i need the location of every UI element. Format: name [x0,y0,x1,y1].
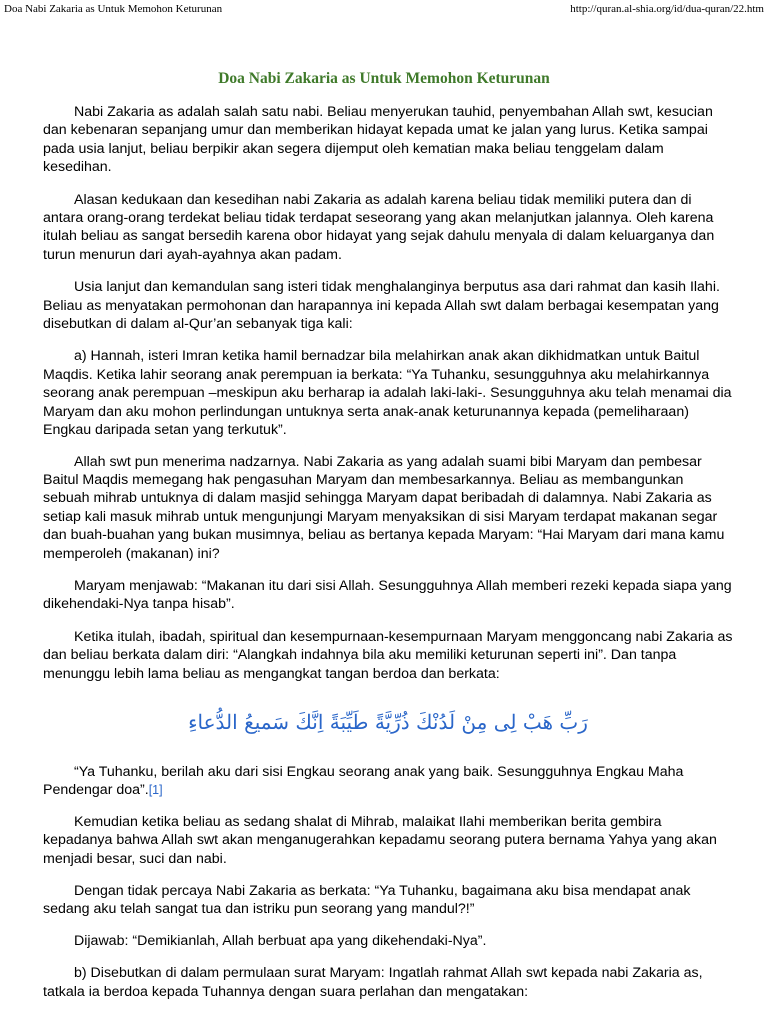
footnote-link-1[interactable]: [1] [148,783,163,798]
print-header [0,0,768,20]
paragraph-12: b) Disebutkan di dalam permulaan surat Maryam: Ingatlah rahmat Allah swt kepada nabi Zakaria as, tatkala ia berdoa kepada Tuhannya dengan suara perlahan dan mengatakan: [43,965,703,1000]
header-page-title: Doa Nabi Zakaria as Untuk Memohon Keturunan [4,3,223,15]
arabic-prayer-verse: رَبِّ هَبْ لِى مِنْ لَدُنْكَ ذُرِّيَّةً طَيِّبَةً اِنَّكَ سَميعُ الدُّعاءِ [188,709,588,734]
header-url: http://quran.al-shia.org/id/dua-quran/22.htm [570,3,764,15]
paragraph-7: Ketika itulah, ibadah, spiritual dan kesempurnaan-kesempurnaan Maryam menggoncang nabi Zakaria as dan beliau berkata dalam diri: “Alangkah indahnya bila aku memiliki keturunan seperti ini”. Dan tanpa menunggu lebih lama beliau as mengangkat tangan berdoa dan berkata: [43,628,733,682]
paragraph-10: Dengan tidak percaya Nabi Zakaria as berkata: “Ya Tuhanku, bagaimana aku bisa mendapat anak sedang aku telah sangat tua dan istriku pun seorang yang mandul?!” [43,883,691,918]
paragraph-8-text: “Ya Tuhanku, berilah aku dari sisi Engkau seorang anak yang baik. Sesungguhnya Engkau Maha Pendengar doa”. [43,763,684,799]
paragraph-6: Maryam menjawab: “Makanan itu dari sisi Allah. Sesungguhnya Allah memberi rezeki kepada siapa yang dikehendaki-Nya tanpa hisab”. [43,577,732,613]
page-title: Doa Nabi Zakaria as Untuk Memohon Keturunan [218,70,550,87]
paragraph-4: a) Hannah, isteri Imran ketika hamil bernadzar bila melahirkan anak akan dikhidmatkan untuk Baitul Maqdis. Ketika lahir seorang anak perempuan ia berkata: “Ya Tuhanku, sesungguhnya aku melahirkannya seorang anak perempuan –meskipun aku berharap ia adalah laki-laki-. Sesungguhnya aku telah menamai dia Maryam dan aku mohon perlindungan untuknya serta anak-anak keturunannya kepada (pemeliharaan) Engkau daripada setan yang terkutuk”. [43,348,732,439]
paragraph-8 [43,763,733,800]
paragraph-2: Alasan kedukaan dan kesedihan nabi Zakaria as adalah karena beliau tidak memiliki putera dan di antara orang-orang terdekat beliau tidak terdapat seseorang yang akan melanjutkan jalannya. Oleh karena itulah beliau as sangat bersedih karena obor hidayat yang sejak dahulu menyala di dalam keluarganya dan turun menurun dari ayah-ayahnya akan padam. [43,191,715,263]
paragraph-5: Allah swt pun menerima nadzarnya. Nabi Zakaria as yang adalah suami bibi Maryam dan pembesar Baitul Maqdis memegang hak pengasuhan Maryam dan membesarkannya. Beliau as membangunkan sebuah mihrab untuknya di dalam masjid sehingga Maryam dapat beribadah di dalamnya. Nabi Zakaria as setiap kali masuk mihrab untuk mengunjungi Maryam menyaksikan di sisi Maryam terdapat makanan segar dan buah-buahan yang bukan musimnya, beliau as bertanya kepada Maryam: “Hai Maryam dari mana kamu memperoleh (makanan) ini? [43,453,725,562]
article-body [43,103,733,1014]
paragraph-3: Usia lanjut dan kemandulan sang isteri tidak menghalanginya berputus asa dari rahmat dan kasih Ilahi. Beliau as menyatakan permohonan dan harapannya ini kepada Allah swt dalam berbagai kesempatan yang disebutkan di dalam al-Qur’an sebanyak tiga kali: [43,279,720,333]
paragraph-9: Kemudian ketika beliau as sedang shalat di Mihrab, malaikat Ilahi memberikan berita gembira kepadanya bahwa Allah swt akan menganugerahkan kepadamu seorang putera bernama Yahya yang akan menjadi besar, suci dan nabi. [43,813,717,867]
paragraph-1: Nabi Zakaria as adalah salah satu nabi. Beliau menyerukan tauhid, penyembahan Allah swt, kesucian dan kebenaran sepanjang umur dan memberikan hidayat kepada umat ke jalan yang lurus. Ketika sampai pada usia lanjut, beliau berpikir akan segera dijemput oleh kematian maka beliau tenggelam dalam kesedihan. [43,104,713,176]
paragraph-11: Dijawab: “Demikianlah, Allah berbuat apa yang dikehendaki-Nya”. [74,932,487,949]
